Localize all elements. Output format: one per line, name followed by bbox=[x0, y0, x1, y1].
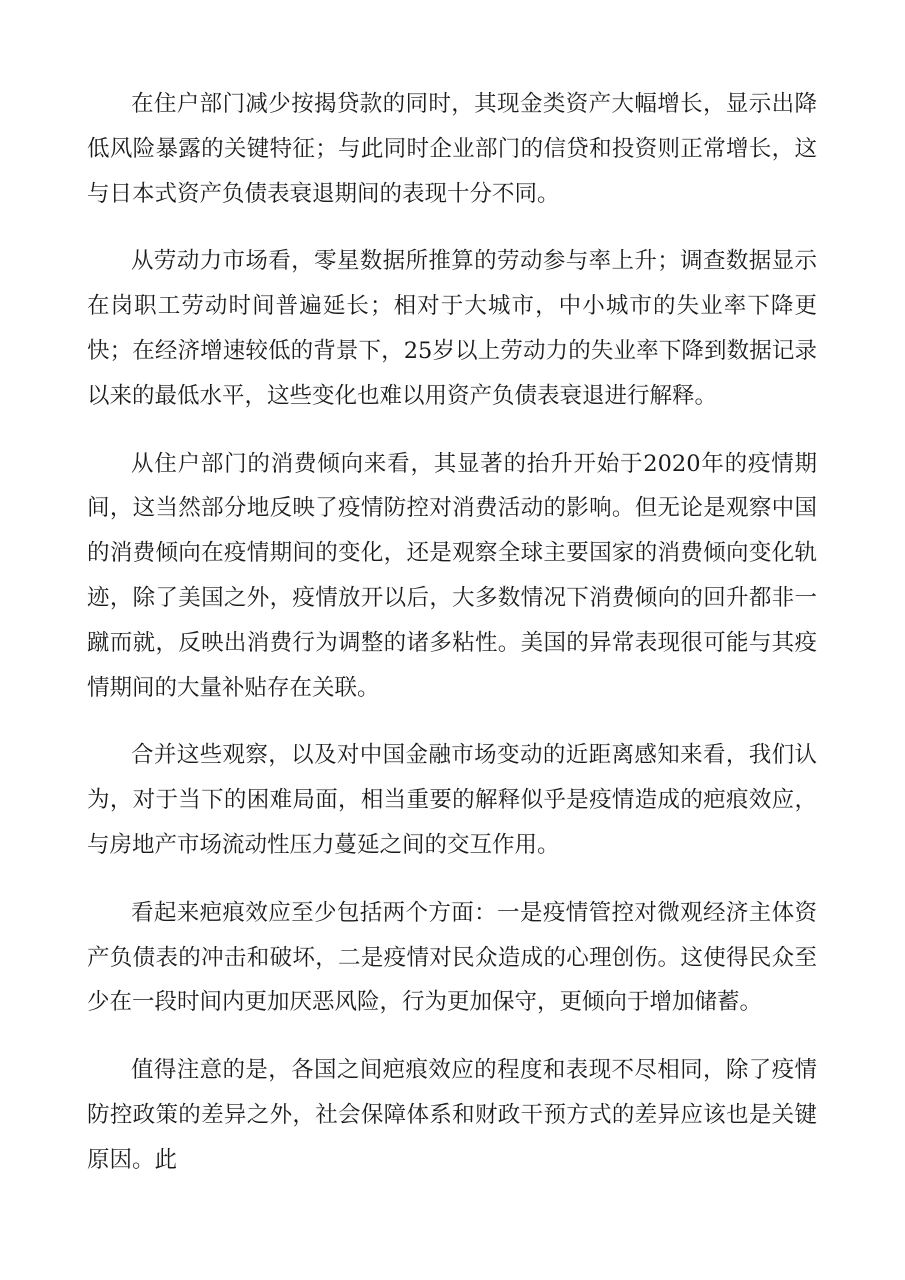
paragraph-6: 值得注意的是，各国之间疤痕效应的程度和表现不尽相同，除了疫情防控政策的差异之外，社会保障体系和财政干预方式的差异应该也是关键原因。此 bbox=[87, 1057, 817, 1173]
paragraph-3: 从住户部门的消费倾向来看，其显著的抬升开始于2020年的疫情期间，这当然部分地反映了疫情防控对消费活动的影响。但无论是观察中国的消费倾向在疫情期间的变化，还是观察全球主要国家的消费倾向变化轨迹，除了美国之外，疫情放开以后，大多数情况下消费倾向的回升都非一蹴而就，反映出消费行为调整的诸多粘性。美国的异常表现很可能与其疫情期间的大量补贴存在关联。 bbox=[87, 450, 817, 701]
paragraph-4: 合并这些观察，以及对中国金融市场变动的近距离感知来看，我们认为，对于当下的困难局面，相当重要的解释似乎是疫情造成的疤痕效应，与房地产市场流动性压力蔓延之间的交互作用。 bbox=[87, 742, 817, 858]
document-body bbox=[87, 82, 817, 1183]
paragraph-2: 从劳动力市场看，零星数据所推算的劳动参与率上升；调查数据显示在岗职工劳动时间普遍延长；相对于大城市，中小城市的失业率下降更快；在经济增速较低的背景下，25岁以上劳动力的失业率下降到数据记录以来的最低水平，这些变化也难以用资产负债表衰退进行解释。 bbox=[87, 248, 817, 409]
paragraph-5: 看起来疤痕效应至少包括两个方面：一是疫情管控对微观经济主体资产负债表的冲击和破坏，二是疫情对民众造成的心理创伤。这使得民众至少在一段时间内更加厌恶风险，行为更加保守，更倾向于增加储蓄。 bbox=[87, 899, 817, 1016]
paragraph-1: 在住户部门减少按揭贷款的同时，其现金类资产大幅增长，显示出降低风险暴露的关键特征；与此同时企业部门的信贷和投资则正常增长，这与日本式资产负债表衰退期间的表现十分不同。 bbox=[87, 91, 817, 207]
